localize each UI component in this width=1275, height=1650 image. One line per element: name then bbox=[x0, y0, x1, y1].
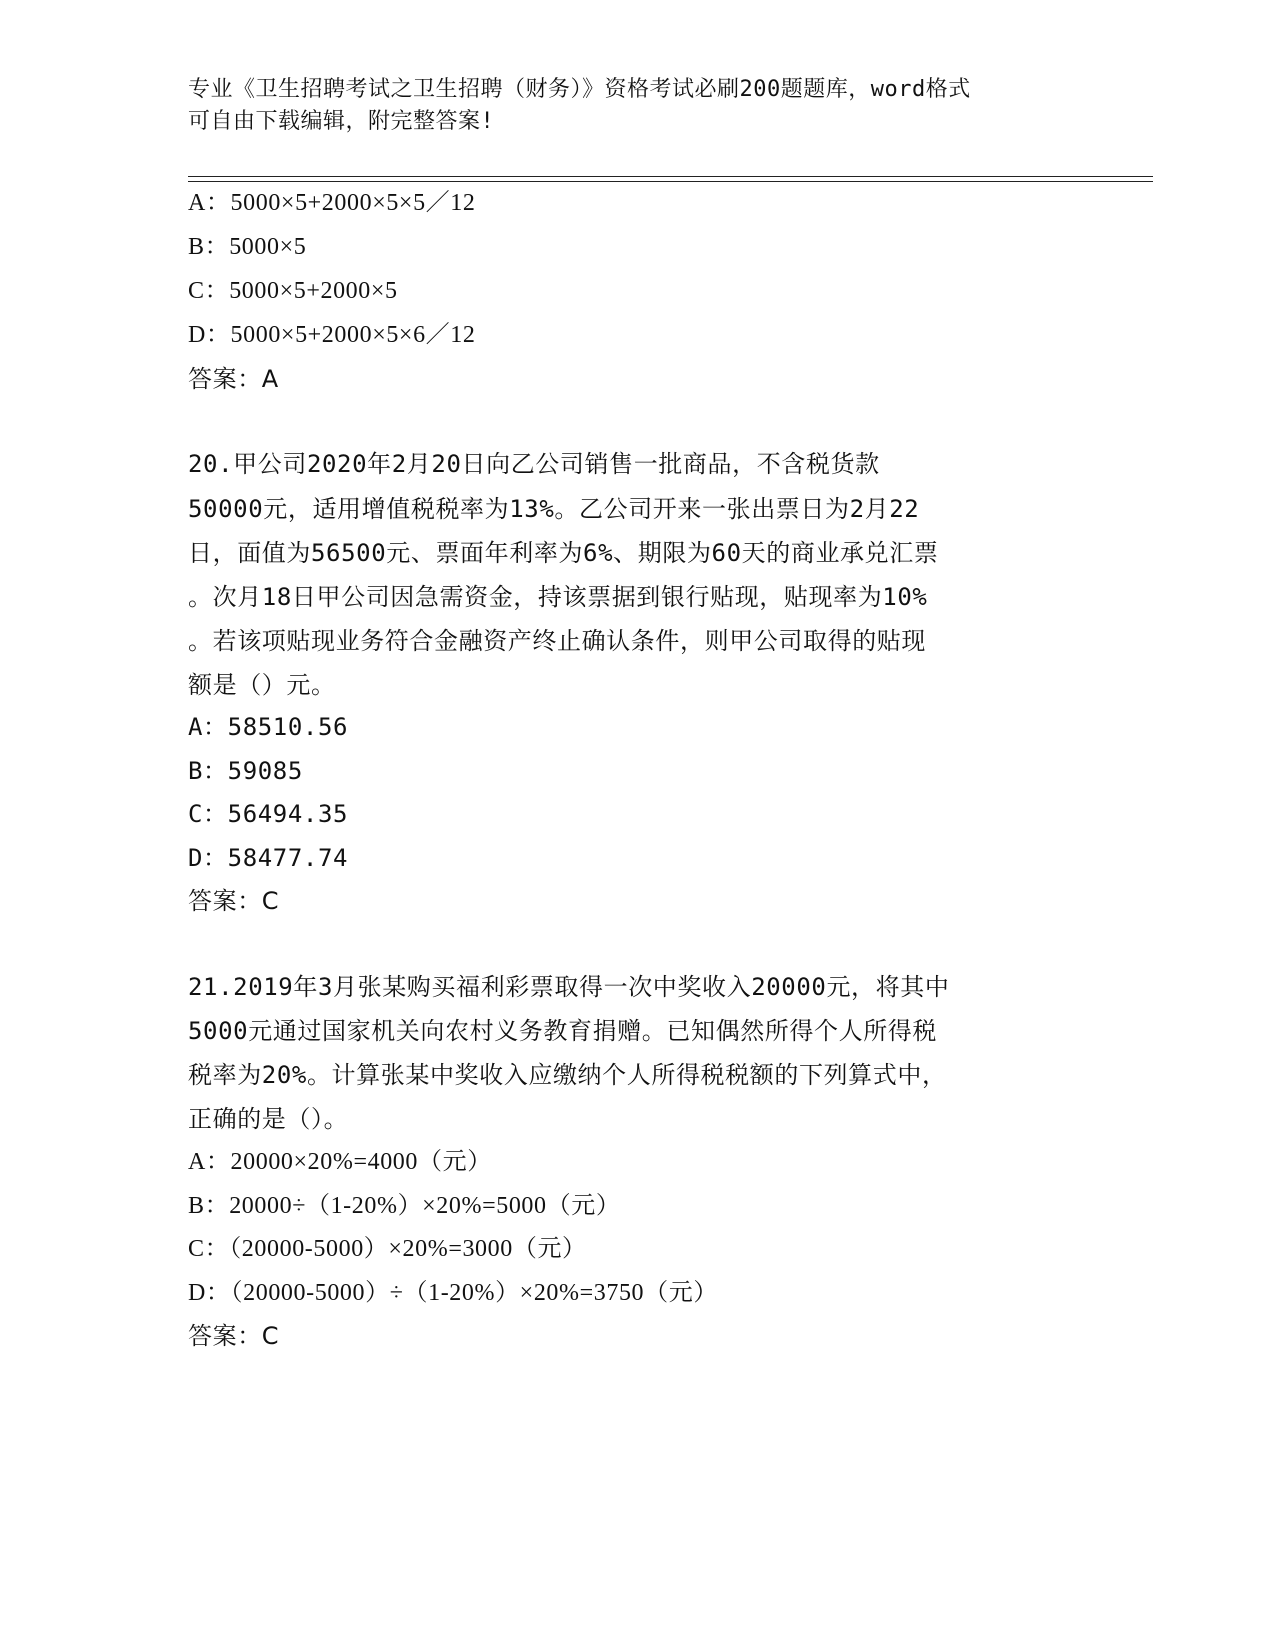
q20-option-a: A：58510.56 bbox=[188, 713, 349, 741]
q20-stem-line-1: 20.甲公司2020年2月20日向乙公司销售一批商品，不含税货款 bbox=[188, 450, 880, 478]
q21-stem-line-1: 21.2019年3月张某购买福利彩票取得一次中奖收入20000元，将其中 bbox=[188, 973, 950, 1001]
q21-answer: 答案：C bbox=[188, 1322, 280, 1350]
header-line-2: 可自由下载编辑，附完整答案! bbox=[188, 109, 495, 134]
q21-stem-line-2: 5000元通过国家机关向农村义务教育捐赠。已知偶然所得个人所得税 bbox=[188, 1017, 937, 1045]
q19-option-a: A：5000×5+2000×5×5／12 bbox=[188, 190, 476, 216]
q20-option-b: B：59085 bbox=[188, 757, 303, 785]
q20-stem-line-2: 50000元，适用增值税税率为13%。乙公司开来一张出票日为2月22 bbox=[188, 495, 920, 523]
q20-stem-line-5: 。若该项贴现业务符合金融资产终止确认条件，则甲公司取得的贴现 bbox=[188, 627, 926, 655]
q19-option-d: D：5000×5+2000×5×6／12 bbox=[188, 322, 476, 348]
q20-stem-line-4: 。次月18日甲公司因急需资金，持该票据到银行贴现，贴现率为10% bbox=[188, 583, 928, 611]
q21-stem-line-3: 税率为20%。计算张某中奖收入应缴纳个人所得税税额的下列算式中， bbox=[188, 1061, 947, 1089]
q21-option-b: B：20000÷（1-20%）×20%=5000（元） bbox=[188, 1193, 621, 1219]
q19-answer: 答案：A bbox=[188, 365, 279, 393]
q20-option-d: D：58477.74 bbox=[188, 844, 349, 872]
header-divider-top bbox=[188, 176, 1153, 177]
q20-stem-line-3: 日，面值为56500元、票面年利率为6%、期限为60天的商业承兑汇票 bbox=[188, 539, 939, 567]
header-divider-bottom bbox=[188, 181, 1153, 182]
header-line-1: 专业《卫生招聘考试之卫生招聘（财务）》资格考试必刷200题题库，word格式 bbox=[188, 77, 971, 102]
q20-option-c: C：56494.35 bbox=[188, 800, 349, 828]
q20-answer: 答案：C bbox=[188, 887, 280, 915]
q21-option-d: D：（20000-5000）÷（1-20%）×20%=3750（元） bbox=[188, 1280, 718, 1306]
q21-option-c: C：（20000-5000）×20%=3000（元） bbox=[188, 1236, 587, 1262]
q21-option-a: A：20000×20%=4000（元） bbox=[188, 1149, 492, 1175]
document-header bbox=[188, 74, 1068, 138]
q19-option-b: B：5000×5 bbox=[188, 234, 307, 260]
q20-stem-line-6: 额是（）元。 bbox=[188, 671, 336, 699]
q19-option-c: C：5000×5+2000×5 bbox=[188, 278, 398, 304]
q21-stem-line-4: 正确的是（）。 bbox=[188, 1105, 349, 1133]
